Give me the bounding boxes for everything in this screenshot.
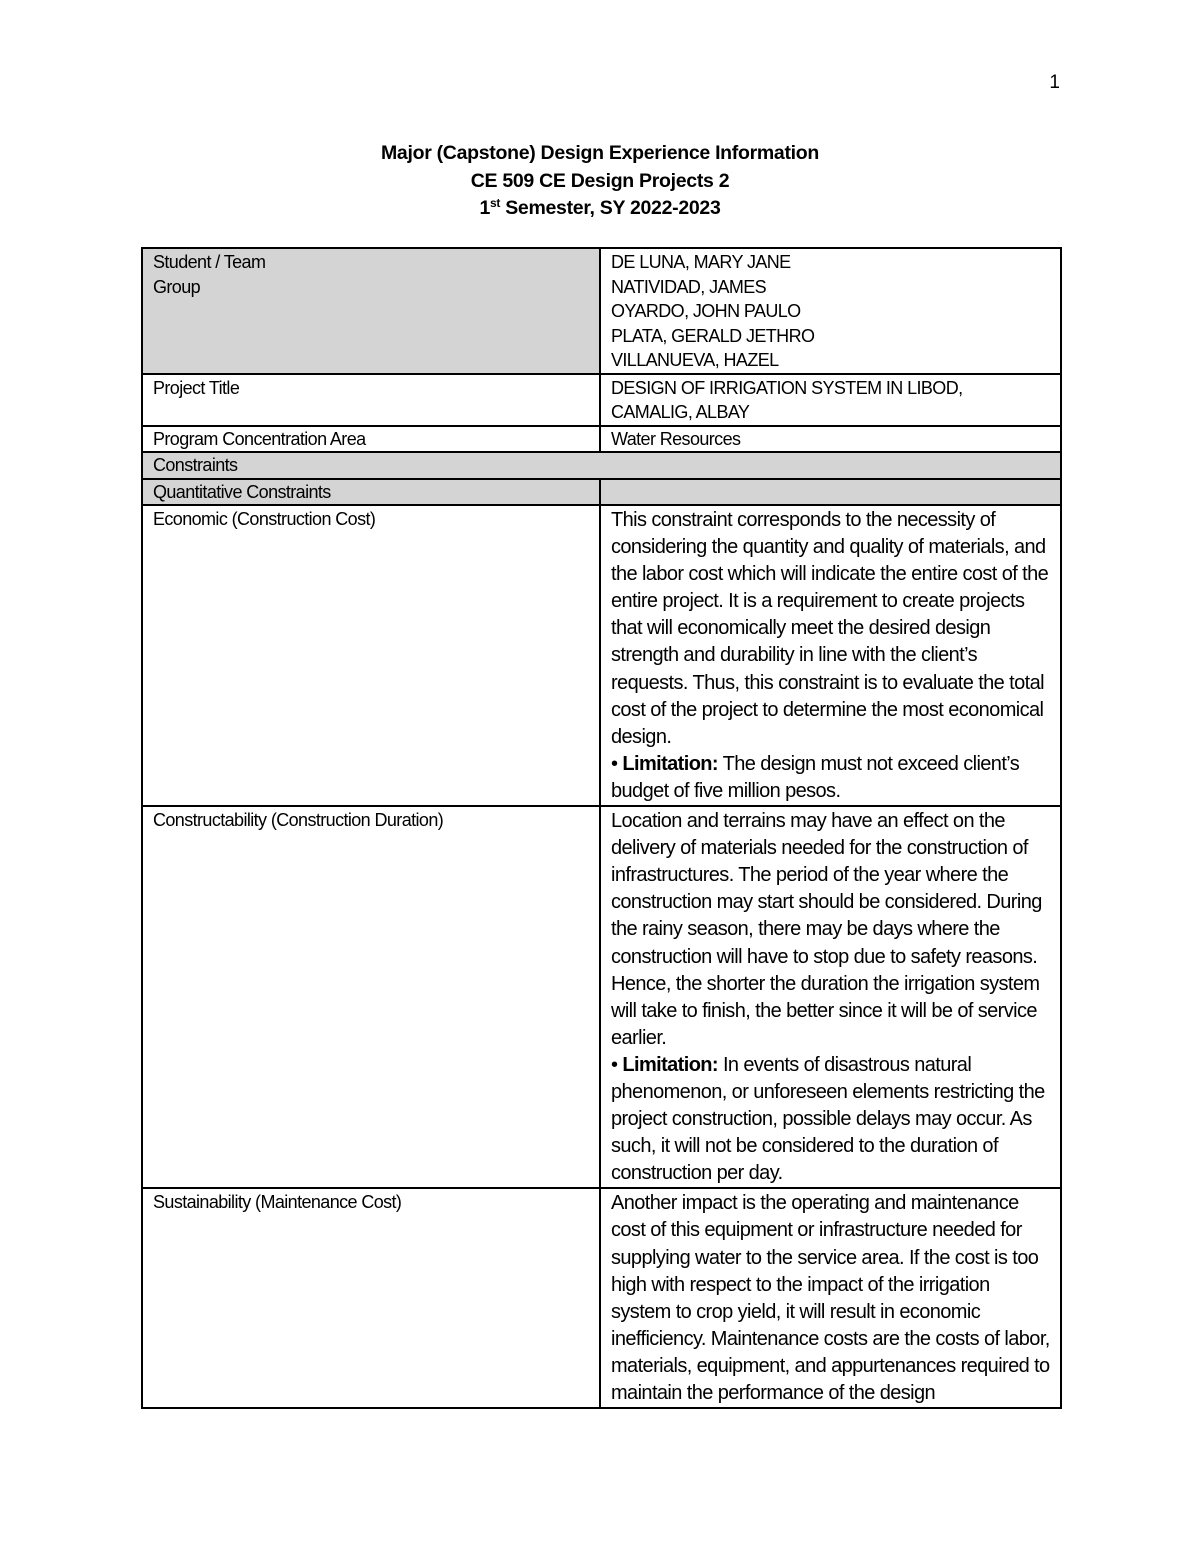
course-title: CE 509 CE Design Projects 2: [470, 169, 730, 192]
team-label-line2: Group: [153, 276, 201, 297]
semester-line: [0, 195, 1200, 223]
team-member: VILLANUEVA, HAZEL: [611, 350, 779, 370]
team-row: [142, 248, 1061, 374]
sustainability-description: Another impact is the operating and maintenance cost of this equipment or infrastructure needed for supplying water to the service area. If the cost is too high with respect to the impact of the irrigation system to crop yield, it will result in economic inefficiency. Maintenance costs are the costs of labor, materials, equipment, and appurtenances required to maintain the performance of the design: [600, 1188, 1061, 1408]
constructability-description: Location and terrains may have an effect on the delivery of materials needed for the construction of infrastructures. The period of the year where the construction may start should be considered. During the rainy season, there may be days where the construction will have to stop due to safety reasons. Hence, the shorter the duration the irrigation system will take to finish, the better since it will be of service earlier.: [611, 810, 1042, 1049]
economic-description: This constraint corresponds to the necessity of considering the quantity and quality of materials, and the labor cost which will indicate the entire cost of the entire project. It is a requirement to create projects that will economically meet the desired design strength and durability in line with the client’s requests. Thus, this constraint is to evaluate the total cost of the project to determine the most economical design.: [611, 509, 1049, 748]
constructability-row: [142, 806, 1061, 1188]
team-members-cell: [600, 248, 1061, 374]
sustainability-row: [142, 1188, 1061, 1408]
concentration-label: Program Concentration Area: [142, 426, 600, 453]
bullet-icon: •: [611, 1053, 618, 1076]
project-title-label: Project Title: [142, 374, 600, 426]
constructability-limitation: [611, 1052, 1050, 1187]
semester-rest: Semester, SY 2022-2023: [500, 197, 721, 219]
semester-suffix: st: [490, 196, 501, 210]
project-title-line1: DESIGN OF IRRIGATION SYSTEM IN LIBOD,: [611, 377, 963, 398]
constraints-heading: Constraints: [142, 452, 1061, 479]
concentration-row: [142, 426, 1061, 453]
concentration-value: Water Resources: [600, 426, 1061, 453]
team-member: DE LUNA, MARY JANE: [611, 252, 791, 272]
sustainability-label: Sustainability (Maintenance Cost): [142, 1188, 600, 1408]
page-number: 1: [1049, 72, 1060, 93]
economic-label: Economic (Construction Cost): [142, 505, 600, 806]
quantitative-heading-row: [142, 479, 1061, 506]
project-title-value: [600, 374, 1061, 426]
team-member: PLATA, GERALD JETHRO: [611, 325, 815, 346]
capstone-info-table: [141, 247, 1062, 1409]
economic-row: [142, 505, 1061, 806]
quantitative-heading: Quantitative Constraints: [142, 479, 600, 506]
limitation-label: Limitation:: [622, 1053, 718, 1076]
team-member: NATIVIDAD, JAMES: [611, 276, 767, 297]
limitation-text: The design must not exceed client’s budget of five million pesos.: [611, 752, 1020, 802]
document-header: [0, 140, 1200, 223]
limitation-text: In events of disastrous natural phenomenon, or unforeseen elements restricting the project construction, possible delays may occur. As such, it will not be considered to the duration of construction per day.: [611, 1053, 1045, 1185]
project-title-row: [142, 374, 1061, 426]
quantitative-heading-blank: [600, 479, 1061, 506]
constructability-label: Constructability (Construction Duration): [142, 806, 600, 1188]
limitation-label: Limitation:: [622, 752, 718, 775]
semester-ordinal: 1: [479, 197, 491, 219]
document-title: Major (Capstone) Design Experience Information: [380, 142, 820, 164]
team-label-cell: [142, 248, 600, 374]
economic-cell: [600, 505, 1061, 806]
economic-limitation: [611, 751, 1050, 805]
team-member: OYARDO, JOHN PAULO: [611, 301, 801, 321]
bullet-icon: •: [611, 752, 618, 775]
project-title-line2: CAMALIG, ALBAY: [611, 402, 750, 422]
constructability-cell: [600, 806, 1061, 1188]
constraints-heading-row: [142, 452, 1061, 479]
team-label-line1: Student / Team: [153, 252, 266, 272]
